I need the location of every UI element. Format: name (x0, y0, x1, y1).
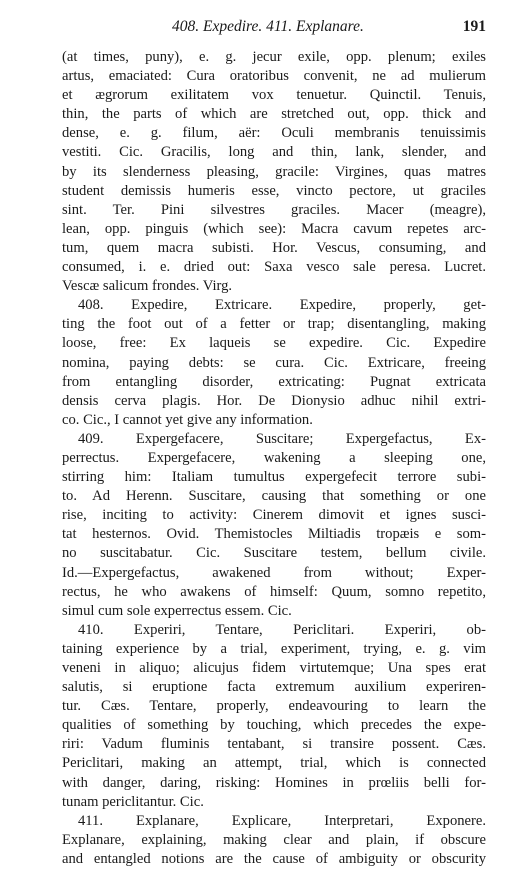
text-line: Explanare, explaining, making clear and plain, if obscure (62, 831, 486, 848)
text-line: rise, inciting to activity: Cinerem dimovit et ignes susci- (62, 507, 486, 524)
text-body (62, 48, 486, 869)
text-line: veneni in aliquo; alicujus fidem virtutemque; Una spes erat (62, 660, 486, 676)
running-head-title: 408. Expedire. 411. Explanare. (172, 18, 364, 35)
text-line: qualities of something by touching, which precedes the expe- (62, 717, 486, 734)
text-line: from entangling disorder, extricating: Pugnat extricata (62, 373, 486, 390)
text-line: Vescæ salicum frondes. Virg. (62, 278, 233, 295)
text-line: taining experience by a trial, experiment, trying, e. g. vim (62, 640, 486, 657)
text-line: riri: Vadum fluminis tentabant, si transire possent. Cæs. (62, 736, 486, 753)
text-line: stirring him: Italiam tumultus expergefecit terrore subi- (62, 469, 486, 486)
running-head (62, 18, 486, 36)
page-number: 191 (462, 18, 486, 35)
text-line: to. Ad Herenn. Suscitare, causing that something or one (62, 488, 486, 505)
text-line: et ægrorum exilitatem vox tenuetur. Quinctil. Tenuis, (62, 87, 486, 104)
entry-heading-409: 409. Expergefacere, Suscitare; Expergefactus, Ex- (78, 430, 486, 447)
text-line: ting the foot out of a fetter or trap; disentangling, making (62, 316, 486, 333)
text-line: consumed, i. e. dried out: Saxa vesco sale peresa. Lucret. (62, 259, 486, 276)
entry-heading-411: 411. Explanare, Explicare, Interpretari, Exponere. (78, 812, 486, 829)
text-line: perrectus. Expergefacere, wakening a sleeping one, (62, 449, 486, 466)
text-line: sint. Ter. Pini silvestres graciles. Macer (meagre), (62, 201, 486, 218)
text-line: by its slenderness pleasing, gracile: Virgines, quas matres (62, 163, 486, 180)
text-line: with danger, daring, risking: Homines in prœliis belli for- (62, 774, 486, 791)
text-line: tur. Cæs. Tentare, properly, endeavouring to learn the (62, 698, 486, 715)
text-line: nomina, paying debts: se cura. Cic. Extricare, freeing (62, 354, 486, 371)
text-line: Id.—Expergefactus, awakened from without; Exper- (62, 564, 486, 581)
text-line: densis cerva plagis. Hor. De Dionysio adhuc nihil extri- (62, 392, 486, 409)
text-line: no suscitabatur. Cic. Suscitare testem, bellum civile. (62, 545, 486, 562)
text-line: (at times, puny), e. g. jecur exile, opp. plenum; exiles (62, 49, 486, 65)
text-line: tunam periclitantur. Cic. (62, 793, 204, 810)
text-line: simul cum sole experrectus essem. Cic. (62, 602, 292, 619)
entry-heading-408: 408. Expedire, Extricare. Expedire, properly, get- (78, 297, 486, 314)
text-line: and entangled notions are the cause of ambiguity or obscurity (62, 850, 486, 867)
text-line: rectus, he who awakens of himself: Quum, somno repetito, (62, 583, 486, 600)
text-line: vestiti. Cic. Gracilis, long and thin, lank, slender, and (62, 144, 486, 161)
text-line: loose, free: Ex laqueis se expedire. Cic. Expedire (62, 335, 486, 352)
text-line: lean, opp. pinguis (which see): Macra cavum repetes arc- (62, 220, 486, 237)
text-line: thin, the parts of which are stretched out, opp. thick and (62, 106, 486, 123)
text-line: student demissis humeris esse, vincto pectore, ut graciles (62, 182, 486, 199)
text-line: salutis, si eruptione facta extremum auxilium experiren- (62, 679, 486, 696)
text-line: tum, quem macra subisti. Hor. Vescus, consuming, and (62, 239, 486, 256)
text-line: tat hesternos. Ovid. Themistocles Miltiadis tropæis e som- (62, 526, 486, 543)
text-line: dense, e. g. filum, aër: Oculi membranis tenuissimis (62, 125, 486, 142)
text-line: Periclitari, making an attempt, trial, which is connected (62, 755, 486, 772)
text-line: co. Cic., I cannot yet give any information. (62, 411, 313, 428)
entry-heading-410: 410. Experiri, Tentare, Periclitari. Experiri, ob- (78, 621, 486, 638)
text-line: artus, emaciated: Cura oratoribus convenit, ne ad mulierum (62, 68, 486, 85)
